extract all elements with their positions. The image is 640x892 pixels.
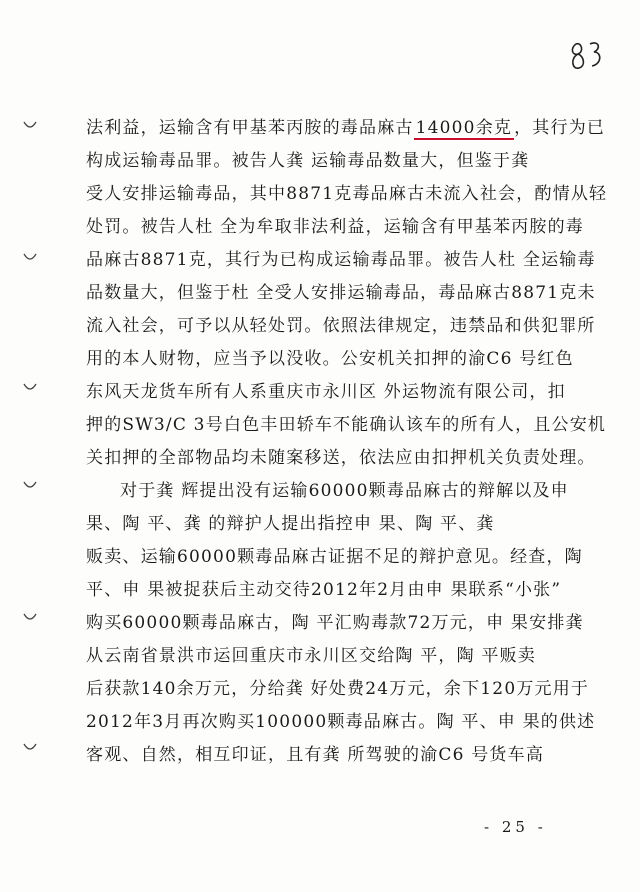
- text-line: 东风天龙货车所有人系重庆市永川区 外运物流有限公司，扣: [86, 382, 566, 402]
- text-line: 法利益，运输含有甲基苯丙胺的毒品麻古 14000余克 ，其行为已: [86, 118, 606, 138]
- binding-mark: [22, 478, 38, 494]
- binding-mark: [22, 380, 38, 396]
- text-line: 品麻古8871克，其行为已构成运输毒品罪。被告人杜 全运输毒: [86, 250, 596, 270]
- text-line: 押的SW3/C 3号白色丰田轿车不能确认该车的所有人，且公安机: [86, 415, 607, 435]
- binding-mark: [22, 610, 38, 626]
- text-line: 从云南省景洪市运回重庆市永川区交给陶 平，陶 平贩卖: [86, 646, 537, 666]
- highlighted-amount: 14000余克: [415, 118, 513, 138]
- text-line: 贩卖、运输60000颗毒品麻古证据不足的辩护意见。经查，陶: [86, 547, 583, 567]
- page-number: - 25 -: [484, 818, 547, 836]
- text-line: 客观、自然，相互印证，且有龚 所驾驶的渝C6 号货车高: [86, 745, 545, 765]
- binding-mark: [22, 250, 38, 266]
- text-line: 处罚。被告人杜 全为牟取非法利益，运输含有甲基苯丙胺的毒: [86, 217, 585, 237]
- text-line: 关扣押的全部物品均未随案移送，依法应由扣押机关负责处理。: [86, 448, 596, 468]
- text-line: 购买60000颗毒品麻古，陶 平汇购毒款72万元，申 果安排龚: [86, 613, 584, 633]
- binding-mark: [22, 740, 38, 756]
- text-line: 平、申 果被捉获后主动交待2012年2月由申 果联系“小张”: [86, 580, 562, 600]
- text-line: 品数量大，但鉴于杜 全受人安排运输毒品，毒品麻古8871克未: [86, 283, 596, 303]
- text-line: 流入社会，可予以从轻处罚。依照法律规定，违禁品和供犯罪所: [86, 316, 596, 336]
- text-line: 用的本人财物，应当予以没收。公安机关扣押的渝C6 号红色: [86, 349, 574, 369]
- text-line: 受人安排运输毒品，其中8871克毒品麻古未流入社会，酌情从轻: [86, 184, 608, 204]
- text-line: 果、陶 平、龚 的辩护人提出指控申 果、陶 平、龚: [86, 514, 495, 534]
- text-line: 2012年3月再次购买100000颗毒品麻古。陶 平、申 果的供述: [86, 712, 596, 732]
- paragraph-start-line: 对于龚 辉提出没有运输60000颗毒品麻古的辩解以及申: [120, 481, 569, 501]
- text-line: 后获款140余万元，分给龚 好处费24万元，余下120万元用于: [86, 679, 590, 699]
- binding-mark: [22, 118, 38, 134]
- text-line: 构成运输毒品罪。被告人龚 运输毒品数量大，但鉴于龚: [86, 151, 530, 171]
- handwritten-page-number: [568, 38, 608, 78]
